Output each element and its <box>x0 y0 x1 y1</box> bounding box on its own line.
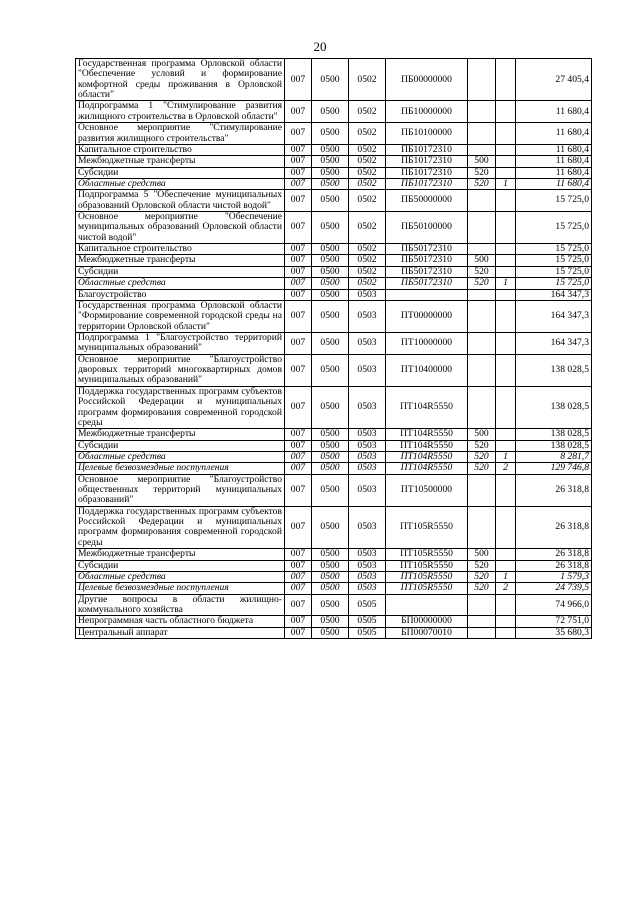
table-row <box>76 244 592 255</box>
cell-section-code: 0500 <box>312 178 349 189</box>
cell-amount: 11 680,4 <box>516 156 592 167</box>
cell-amount: 15 725,0 <box>516 212 592 244</box>
cell-amount: 15 725,0 <box>516 190 592 212</box>
cell-amount: 11 680,4 <box>516 101 592 123</box>
cell-ministry-code: 007 <box>285 386 312 428</box>
cell-section-code: 0500 <box>312 59 349 101</box>
cell-target-article-code <box>386 594 468 616</box>
cell-expense-type-code <box>468 123 496 145</box>
cell-subsection-code: 0503 <box>349 474 386 506</box>
cell-expense-type-code: 520 <box>468 440 496 451</box>
cell-source-code: 1 <box>496 278 516 289</box>
cell-ministry-code: 007 <box>285 583 312 594</box>
cell-source-code <box>496 289 516 300</box>
cell-section-code: 0500 <box>312 144 349 155</box>
cell-subsection-code: 0505 <box>349 616 386 627</box>
table-row <box>76 332 592 354</box>
cell-expense-type-code <box>468 594 496 616</box>
cell-amount: 11 680,4 <box>516 167 592 178</box>
cell-subsection-code: 0503 <box>349 429 386 440</box>
cell-name: Другие вопросы в области жилищно-коммунального хозяйства <box>76 594 285 616</box>
table-row <box>76 627 592 638</box>
cell-target-article-code: ПБ10000000 <box>386 101 468 123</box>
cell-expense-type-code <box>468 332 496 354</box>
cell-source-code <box>496 506 516 548</box>
cell-name: Целевые безвозмездные поступления <box>76 463 285 474</box>
cell-target-article-code: БП00070010 <box>386 627 468 638</box>
cell-expense-type-code: 520 <box>468 278 496 289</box>
cell-amount: 35 680,3 <box>516 627 592 638</box>
cell-section-code: 0500 <box>312 123 349 145</box>
cell-expense-type-code <box>468 616 496 627</box>
cell-source-code <box>496 354 516 386</box>
cell-source-code <box>496 167 516 178</box>
cell-ministry-code: 007 <box>285 332 312 354</box>
cell-source-code: 1 <box>496 451 516 462</box>
cell-subsection-code: 0503 <box>349 289 386 300</box>
cell-source-code <box>496 156 516 167</box>
cell-ministry-code: 007 <box>285 244 312 255</box>
cell-section-code: 0500 <box>312 616 349 627</box>
cell-expense-type-code: 520 <box>468 560 496 571</box>
cell-section-code: 0500 <box>312 332 349 354</box>
cell-ministry-code: 007 <box>285 463 312 474</box>
cell-subsection-code: 0502 <box>349 212 386 244</box>
cell-expense-type-code <box>468 506 496 548</box>
table-row <box>76 386 592 428</box>
cell-name: Областные средства <box>76 451 285 462</box>
cell-subsection-code: 0503 <box>349 549 386 560</box>
cell-name: Государственная программа Орловской области "Формирование современной городской среды на территории Орловской области" <box>76 300 285 332</box>
cell-section-code: 0500 <box>312 627 349 638</box>
cell-section-code: 0500 <box>312 571 349 582</box>
cell-source-code <box>496 123 516 145</box>
cell-target-article-code: ПБ10172310 <box>386 144 468 155</box>
cell-subsection-code: 0503 <box>349 560 386 571</box>
cell-source-code <box>496 627 516 638</box>
cell-ministry-code: 007 <box>285 560 312 571</box>
table-row <box>76 506 592 548</box>
cell-expense-type-code <box>468 474 496 506</box>
table-row <box>76 255 592 266</box>
cell-subsection-code: 0502 <box>349 59 386 101</box>
cell-ministry-code: 007 <box>285 212 312 244</box>
cell-section-code: 0500 <box>312 354 349 386</box>
cell-amount: 138 028,5 <box>516 429 592 440</box>
cell-expense-type-code: 520 <box>468 266 496 277</box>
cell-subsection-code: 0502 <box>349 190 386 212</box>
cell-section-code: 0500 <box>312 244 349 255</box>
cell-subsection-code: 0505 <box>349 594 386 616</box>
cell-expense-type-code <box>468 244 496 255</box>
cell-source-code <box>496 332 516 354</box>
cell-expense-type-code <box>468 289 496 300</box>
cell-target-article-code: ПБ50000000 <box>386 190 468 212</box>
cell-amount: 1 579,3 <box>516 571 592 582</box>
cell-target-article-code: ПБ50172310 <box>386 255 468 266</box>
cell-expense-type-code: 520 <box>468 571 496 582</box>
cell-section-code: 0500 <box>312 167 349 178</box>
cell-amount: 72 751,0 <box>516 616 592 627</box>
cell-name: Областные средства <box>76 278 285 289</box>
budget-table <box>75 58 592 639</box>
cell-target-article-code: ПТ104R5550 <box>386 386 468 428</box>
cell-expense-type-code: 520 <box>468 178 496 189</box>
cell-ministry-code: 007 <box>285 627 312 638</box>
table-row <box>76 178 592 189</box>
cell-expense-type-code <box>468 386 496 428</box>
cell-subsection-code: 0503 <box>349 386 386 428</box>
cell-ministry-code: 007 <box>285 440 312 451</box>
cell-source-code <box>496 244 516 255</box>
cell-section-code: 0500 <box>312 429 349 440</box>
cell-target-article-code: ПТ104R5550 <box>386 463 468 474</box>
table-row <box>76 278 592 289</box>
cell-subsection-code: 0503 <box>349 571 386 582</box>
cell-name: Подпрограмма 1 "Благоустройство территорий муниципальных образований" <box>76 332 285 354</box>
cell-name: Целевые безвозмездные поступления <box>76 583 285 594</box>
cell-ministry-code: 007 <box>285 594 312 616</box>
cell-source-code <box>496 300 516 332</box>
table-row <box>76 266 592 277</box>
cell-amount: 129 746,8 <box>516 463 592 474</box>
cell-source-code <box>496 594 516 616</box>
cell-amount: 138 028,5 <box>516 440 592 451</box>
cell-target-article-code: ПТ104R5550 <box>386 440 468 451</box>
cell-ministry-code: 007 <box>285 571 312 582</box>
cell-amount: 11 680,4 <box>516 178 592 189</box>
cell-name: Центральный аппарат <box>76 627 285 638</box>
table-row <box>76 212 592 244</box>
cell-section-code: 0500 <box>312 583 349 594</box>
cell-target-article-code: ПТ10500000 <box>386 474 468 506</box>
cell-name: Благоустройство <box>76 289 285 300</box>
cell-ministry-code: 007 <box>285 429 312 440</box>
cell-source-code <box>496 429 516 440</box>
cell-name: Поддержка государственных программ субъектов Российской Федерации и муниципальных программ формирования современной городской среды <box>76 506 285 548</box>
cell-expense-type-code <box>468 300 496 332</box>
cell-source-code <box>496 212 516 244</box>
cell-source-code <box>496 549 516 560</box>
cell-amount: 26 318,8 <box>516 549 592 560</box>
cell-source-code <box>496 386 516 428</box>
cell-amount: 164 347,3 <box>516 300 592 332</box>
cell-source-code <box>496 59 516 101</box>
cell-section-code: 0500 <box>312 386 349 428</box>
cell-amount: 164 347,3 <box>516 289 592 300</box>
cell-amount: 8 281,7 <box>516 451 592 462</box>
cell-ministry-code: 007 <box>285 506 312 548</box>
table-row <box>76 123 592 145</box>
cell-target-article-code: ПБ50100000 <box>386 212 468 244</box>
table-row <box>76 354 592 386</box>
cell-subsection-code: 0503 <box>349 332 386 354</box>
cell-expense-type-code: 520 <box>468 583 496 594</box>
cell-section-code: 0500 <box>312 451 349 462</box>
cell-subsection-code: 0502 <box>349 123 386 145</box>
table-row <box>76 300 592 332</box>
table-row <box>76 463 592 474</box>
cell-section-code: 0500 <box>312 440 349 451</box>
cell-source-code <box>496 266 516 277</box>
cell-amount: 11 680,4 <box>516 144 592 155</box>
cell-name: Межбюджетные трансферты <box>76 429 285 440</box>
cell-ministry-code: 007 <box>285 266 312 277</box>
cell-name: Подпрограмма 5 "Обеспечение муниципальных образований Орловской области чистой водой" <box>76 190 285 212</box>
cell-expense-type-code <box>468 627 496 638</box>
cell-ministry-code: 007 <box>285 451 312 462</box>
cell-name: Областные средства <box>76 571 285 582</box>
cell-subsection-code: 0502 <box>349 178 386 189</box>
cell-expense-type-code: 520 <box>468 451 496 462</box>
cell-section-code: 0500 <box>312 101 349 123</box>
cell-name: Субсидии <box>76 560 285 571</box>
budget-table-body <box>76 59 592 639</box>
cell-subsection-code: 0503 <box>349 354 386 386</box>
table-row <box>76 101 592 123</box>
cell-section-code: 0500 <box>312 255 349 266</box>
cell-target-article-code: ПБ50172310 <box>386 244 468 255</box>
cell-target-article-code: БП00000000 <box>386 616 468 627</box>
cell-source-code <box>496 440 516 451</box>
cell-subsection-code: 0502 <box>349 167 386 178</box>
cell-amount: 15 725,0 <box>516 266 592 277</box>
cell-section-code: 0500 <box>312 594 349 616</box>
table-row <box>76 616 592 627</box>
cell-name: Субсидии <box>76 440 285 451</box>
cell-section-code: 0500 <box>312 156 349 167</box>
cell-source-code: 1 <box>496 178 516 189</box>
cell-source-code <box>496 560 516 571</box>
cell-subsection-code: 0502 <box>349 144 386 155</box>
cell-ministry-code: 007 <box>285 549 312 560</box>
cell-section-code: 0500 <box>312 289 349 300</box>
cell-subsection-code: 0502 <box>349 255 386 266</box>
cell-expense-type-code: 520 <box>468 463 496 474</box>
cell-name: Основное мероприятие "Стимулирование развития жилищного строительства" <box>76 123 285 145</box>
cell-subsection-code: 0503 <box>349 506 386 548</box>
cell-target-article-code: ПТ00000000 <box>386 300 468 332</box>
cell-name: Капитальное строительство <box>76 144 285 155</box>
cell-name: Субсидии <box>76 266 285 277</box>
cell-name: Субсидии <box>76 167 285 178</box>
cell-ministry-code: 007 <box>285 123 312 145</box>
cell-expense-type-code: 500 <box>468 156 496 167</box>
cell-target-article-code: ПТ105R5550 <box>386 549 468 560</box>
cell-name: Основное мероприятие "Благоустройство общественных территорий муниципальных образований" <box>76 474 285 506</box>
cell-subsection-code: 0503 <box>349 463 386 474</box>
cell-source-code: 2 <box>496 583 516 594</box>
cell-ministry-code: 007 <box>285 474 312 506</box>
cell-subsection-code: 0502 <box>349 101 386 123</box>
cell-ministry-code: 007 <box>285 156 312 167</box>
cell-target-article-code: ПБ50172310 <box>386 278 468 289</box>
cell-name: Поддержка государственных программ субъектов Российской Федерации и муниципальных программ формирования современной городской среды <box>76 386 285 428</box>
cell-name: Межбюджетные трансферты <box>76 255 285 266</box>
cell-section-code: 0500 <box>312 549 349 560</box>
cell-expense-type-code <box>468 190 496 212</box>
cell-amount: 26 318,8 <box>516 560 592 571</box>
cell-amount: 74 966,0 <box>516 594 592 616</box>
cell-target-article-code <box>386 289 468 300</box>
table-row <box>76 440 592 451</box>
cell-ministry-code: 007 <box>285 101 312 123</box>
cell-expense-type-code <box>468 101 496 123</box>
cell-target-article-code: ПБ10172310 <box>386 156 468 167</box>
cell-source-code <box>496 255 516 266</box>
cell-ministry-code: 007 <box>285 300 312 332</box>
cell-source-code <box>496 616 516 627</box>
cell-target-article-code: ПБ10172310 <box>386 167 468 178</box>
cell-section-code: 0500 <box>312 266 349 277</box>
table-row <box>76 594 592 616</box>
cell-amount: 24 739,5 <box>516 583 592 594</box>
table-row <box>76 167 592 178</box>
cell-ministry-code: 007 <box>285 144 312 155</box>
cell-name: Межбюджетные трансферты <box>76 549 285 560</box>
cell-source-code <box>496 144 516 155</box>
table-row <box>76 289 592 300</box>
table-row <box>76 156 592 167</box>
cell-amount: 26 318,8 <box>516 474 592 506</box>
cell-amount: 26 318,8 <box>516 506 592 548</box>
cell-target-article-code: ПТ105R5550 <box>386 571 468 582</box>
cell-ministry-code: 007 <box>285 289 312 300</box>
cell-amount: 164 347,3 <box>516 332 592 354</box>
cell-ministry-code: 007 <box>285 354 312 386</box>
cell-expense-type-code: 520 <box>468 167 496 178</box>
cell-ministry-code: 007 <box>285 255 312 266</box>
table-row <box>76 560 592 571</box>
cell-expense-type-code: 500 <box>468 429 496 440</box>
table-row <box>76 59 592 101</box>
cell-amount: 138 028,5 <box>516 354 592 386</box>
cell-subsection-code: 0503 <box>349 440 386 451</box>
cell-target-article-code: ПТ105R5550 <box>386 583 468 594</box>
cell-name: Подпрограмма 1 "Стимулирование развития жилищного строительства в Орловской области" <box>76 101 285 123</box>
cell-expense-type-code: 500 <box>468 549 496 560</box>
table-row <box>76 451 592 462</box>
cell-source-code <box>496 101 516 123</box>
cell-name: Государственная программа Орловской области "Обеспечение условий и формирование комфортной среды проживания в Орловской области" <box>76 59 285 101</box>
cell-ministry-code: 007 <box>285 178 312 189</box>
cell-ministry-code: 007 <box>285 616 312 627</box>
cell-source-code <box>496 190 516 212</box>
cell-source-code: 1 <box>496 571 516 582</box>
cell-name: Межбюджетные трансферты <box>76 156 285 167</box>
cell-expense-type-code <box>468 59 496 101</box>
cell-amount: 15 725,0 <box>516 278 592 289</box>
cell-target-article-code: ПТ104R5550 <box>386 451 468 462</box>
cell-name: Непрограммная часть областного бюджета <box>76 616 285 627</box>
cell-section-code: 0500 <box>312 463 349 474</box>
cell-name: Областные средства <box>76 178 285 189</box>
cell-subsection-code: 0502 <box>349 266 386 277</box>
cell-expense-type-code <box>468 354 496 386</box>
table-row <box>76 474 592 506</box>
cell-ministry-code: 007 <box>285 278 312 289</box>
cell-source-code: 2 <box>496 463 516 474</box>
cell-target-article-code: ПБ10100000 <box>386 123 468 145</box>
cell-expense-type-code: 500 <box>468 255 496 266</box>
table-row <box>76 429 592 440</box>
cell-subsection-code: 0503 <box>349 451 386 462</box>
table-row <box>76 190 592 212</box>
cell-ministry-code: 007 <box>285 59 312 101</box>
cell-subsection-code: 0503 <box>349 300 386 332</box>
cell-target-article-code: ПТ105R5550 <box>386 506 468 548</box>
cell-target-article-code: ПБ10172310 <box>386 178 468 189</box>
table-row <box>76 583 592 594</box>
cell-subsection-code: 0502 <box>349 244 386 255</box>
table-row <box>76 571 592 582</box>
cell-subsection-code: 0502 <box>349 278 386 289</box>
cell-section-code: 0500 <box>312 560 349 571</box>
cell-target-article-code: ПТ10400000 <box>386 354 468 386</box>
cell-target-article-code: ПБ00000000 <box>386 59 468 101</box>
cell-name: Капитальное строительство <box>76 244 285 255</box>
page-number: 20 <box>313 39 327 54</box>
table-row <box>76 549 592 560</box>
cell-amount: 15 725,0 <box>516 255 592 266</box>
cell-target-article-code: ПБ50172310 <box>386 266 468 277</box>
cell-source-code <box>496 474 516 506</box>
cell-amount: 27 405,4 <box>516 59 592 101</box>
cell-section-code: 0500 <box>312 506 349 548</box>
cell-section-code: 0500 <box>312 278 349 289</box>
table-row <box>76 144 592 155</box>
cell-expense-type-code <box>468 144 496 155</box>
cell-target-article-code: ПТ10000000 <box>386 332 468 354</box>
cell-amount: 138 028,5 <box>516 386 592 428</box>
cell-target-article-code: ПТ105R5550 <box>386 560 468 571</box>
cell-amount: 15 725,0 <box>516 244 592 255</box>
cell-ministry-code: 007 <box>285 190 312 212</box>
cell-name: Основное мероприятие "Благоустройство дворовых территорий многоквартирных домов муниципальных образований" <box>76 354 285 386</box>
cell-subsection-code: 0502 <box>349 156 386 167</box>
cell-name: Основное мероприятие "Обеспечение муниципальных образований Орловской области чистой водой" <box>76 212 285 244</box>
cell-subsection-code: 0503 <box>349 583 386 594</box>
cell-ministry-code: 007 <box>285 167 312 178</box>
cell-subsection-code: 0505 <box>349 627 386 638</box>
cell-amount: 11 680,4 <box>516 123 592 145</box>
cell-section-code: 0500 <box>312 190 349 212</box>
cell-section-code: 0500 <box>312 212 349 244</box>
cell-expense-type-code <box>468 212 496 244</box>
cell-target-article-code: ПТ104R5550 <box>386 429 468 440</box>
cell-section-code: 0500 <box>312 300 349 332</box>
cell-section-code: 0500 <box>312 474 349 506</box>
